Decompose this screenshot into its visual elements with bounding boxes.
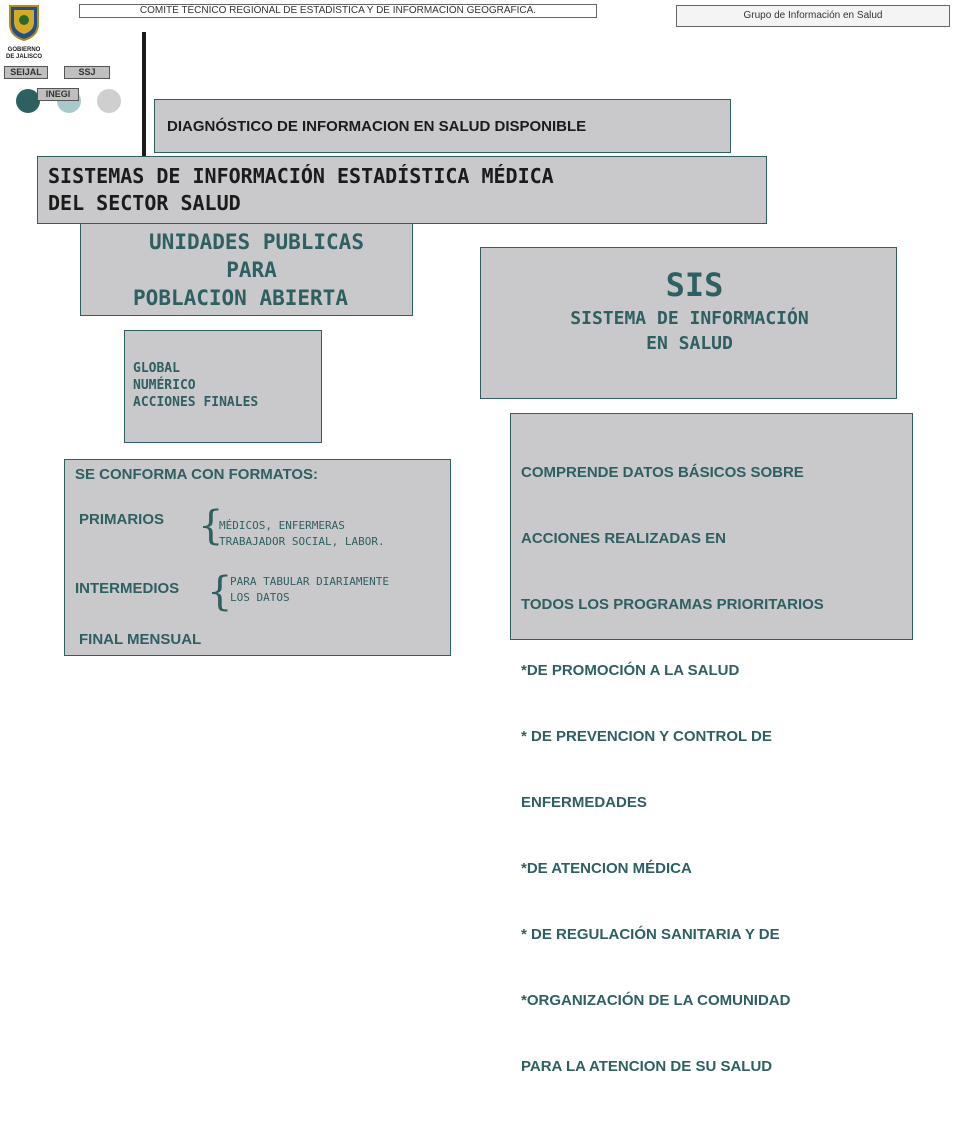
ssj-label: SSJ [78,67,96,77]
circle-gray [97,89,121,113]
comprende-line-1: COMPRENDE DATOS BÁSICOS SOBRE [521,464,804,481]
inegi-tag [37,88,79,101]
seijal-tag [4,66,48,79]
logo-line1: GOBIERNO [7,47,41,53]
jalisco-logo [4,2,44,66]
comprende-line-2: ACCIONES REALIZADAS EN [521,530,727,547]
shield-icon [4,2,44,42]
primarios-detail [219,518,385,550]
committee-text: COMITÉ TÉCNICO REGIONAL DE ESTADÍSTICA Y DE INFORMACIÓN GEOGRÁFICA. [139,5,537,16]
comprende-line-4: *DE PROMOCIÓN A LA SALUD [521,662,740,679]
comprende-text [521,418,824,1122]
group-text: Grupo de Información en Salud [743,10,883,21]
intermedios-detail-1: PARA TABULAR DIARIAMENTE [230,575,389,588]
primarios-label: PRIMARIOS [79,511,165,528]
unidades-line-3: POBLACION ABIERTA [133,286,348,310]
seijal-label: SEIJAL [10,67,42,77]
sis-box [480,247,897,399]
page-title-box [154,99,731,153]
unidades-line-1: UNIDADES PUBLICAS [149,230,364,254]
comprende-line-3: TODOS LOS PROGRAMAS PRIORITARIOS [521,596,824,613]
comprende-line-5: * DE PREVENCION Y CONTROL DE [521,728,772,745]
final-label: FINAL MENSUAL [79,631,202,648]
comprende-line-6: ENFERMEDADES [521,794,647,811]
formatos-box [64,459,451,656]
logo-text [4,47,44,61]
comprende-line-8: * DE REGULACIÓN SANITARIA Y DE [521,926,780,943]
sis-line-2: EN SALUD [646,333,733,354]
intermedios-label: INTERMEDIOS [75,580,180,597]
intermedios-brace-icon: { [207,569,233,615]
comprende-box [510,413,913,1075]
global-line-1: GLOBAL [133,361,180,376]
global-line-2: NUMÉRICO [133,378,196,393]
global-box [124,330,322,443]
subtitle [48,163,554,217]
unidades-text [81,228,414,312]
ssj-tag [64,66,110,79]
group-banner [676,5,950,27]
global-text [133,360,258,411]
sis-title: SIS [665,266,724,304]
intermedios-detail [230,574,389,606]
vertical-divider [142,32,146,158]
comprende-line-10: PARA LA ATENCION DE SU SALUD [521,1058,773,1075]
subtitle-line-2: DEL SECTOR SALUD [48,191,241,215]
comprende-line-9: *ORGANIZACIÓN DE LA COMUNIDAD [521,992,791,1009]
formatos-heading: SE CONFORMA CON FORMATOS: [75,466,319,483]
committee-banner [79,4,597,18]
global-line-3: ACCIONES FINALES [133,395,259,410]
inegi-label: INEGI [45,89,71,99]
comprende-line-7: *DE ATENCION MÉDICA [521,860,692,877]
logo-line2: DE JALISCO [5,54,42,60]
unidades-line-2: PARA [226,258,277,282]
primarios-detail-2: TRABAJADOR SOCIAL, LABOR. [219,535,385,548]
intermedios-detail-2: LOS DATOS [230,591,290,604]
page-title: DIAGNÓSTICO DE INFORMACION EN SALUD DISPONIBLE [167,118,587,135]
subtitle-box [37,156,767,224]
primarios-brace-icon: { [198,503,224,549]
unidades-box [80,224,413,316]
subtitle-line-1: SISTEMAS DE INFORMACIÓN ESTADÍSTICA MÉDICA [48,164,554,188]
sis-subtitle [481,306,898,356]
sis-line-1: SISTEMA DE INFORMACIÓN [570,308,809,329]
primarios-detail-1: MÉDICOS, ENFERMERAS [219,519,345,532]
